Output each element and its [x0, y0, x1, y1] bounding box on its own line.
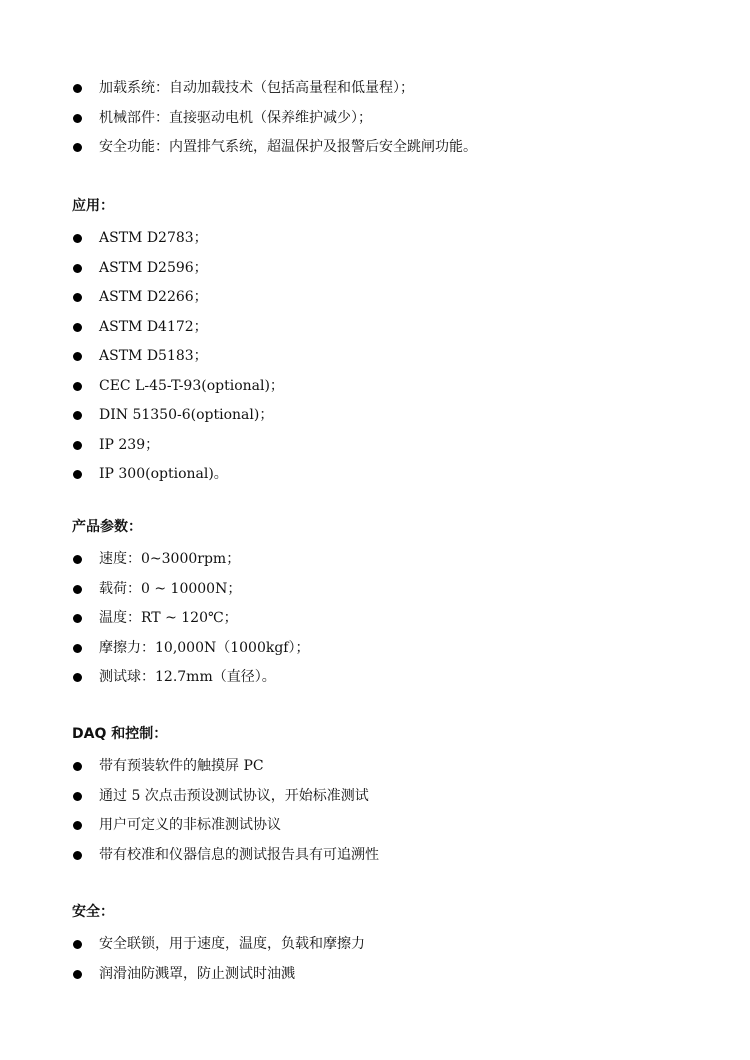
list-item: [72, 104, 690, 134]
bullet-icon: [73, 382, 82, 391]
bullet-icon: [73, 114, 82, 123]
applications-list: [72, 224, 690, 490]
list-item: [72, 545, 690, 575]
list-item: [72, 782, 690, 812]
safety-list: [72, 930, 690, 989]
bullet-icon: [73, 470, 82, 479]
list-item: [72, 372, 690, 402]
list-item-text: 安全联锁，用于速度，温度，负载和摩擦力: [99, 936, 365, 952]
list-item: [72, 313, 690, 343]
features-list: [72, 74, 690, 163]
list-item-text: 机械部件：直接驱动电机（保养维护减少）；: [99, 109, 372, 126]
list-item-text: 安全功能：内置排气系统，超温保护及报警后安全跳闸功能。: [99, 139, 477, 155]
bullet-icon: [73, 762, 82, 771]
list-item: [72, 431, 690, 461]
list-item-text: 速度：0~3000rpm；: [99, 551, 241, 567]
list-item-text: DIN 51350-6(optional)；: [99, 407, 274, 423]
bullet-icon: [73, 555, 82, 564]
list-item: [72, 133, 690, 163]
list-item: [72, 960, 690, 990]
safety-section: [72, 900, 690, 989]
bullet-icon: [73, 264, 82, 273]
bullet-icon: [73, 614, 82, 623]
list-item-text: ASTM D4172；: [99, 318, 208, 335]
list-item-text: 摩擦力：10,000N（1000kgf）；: [99, 639, 310, 656]
list-item-text: 加载系统：自动加载技术（包括高量程和低量程）；: [99, 80, 414, 96]
bullet-icon: [73, 970, 82, 979]
list-item: [72, 224, 690, 254]
list-item: [72, 460, 690, 490]
list-item: [72, 663, 690, 693]
bullet-icon: [73, 323, 82, 332]
bullet-icon: [73, 585, 82, 594]
list-item: [72, 841, 690, 871]
list-item-text: 润滑油防溅罩，防止测试时油溅: [99, 965, 295, 982]
list-item: [72, 342, 690, 372]
list-item-text: 通过 5 次点击预设测试协议，开始标准测试: [99, 787, 369, 804]
daq-heading: DAQ 和控制：: [72, 726, 168, 742]
list-item-text: 温度：RT ~ 120℃；: [99, 610, 238, 626]
list-item: [72, 283, 690, 313]
bullet-icon: [73, 644, 82, 653]
bullet-icon: [73, 851, 82, 860]
bullet-icon: [73, 352, 82, 361]
bullet-icon: [73, 84, 82, 93]
list-item: [72, 254, 690, 284]
list-item: [72, 401, 690, 431]
list-item-text: ASTM D2596；: [99, 259, 208, 276]
list-item: [72, 930, 690, 960]
features-section: [72, 74, 690, 163]
list-item: [72, 752, 690, 782]
list-item-text: ASTM D5183；: [99, 348, 208, 364]
list-item: [72, 634, 690, 664]
safety-heading: 安全：: [72, 904, 114, 920]
bullet-icon: [73, 143, 82, 152]
list-item-text: ASTM D2783；: [99, 230, 208, 246]
daq-list: [72, 752, 690, 870]
bullet-icon: [73, 234, 82, 243]
applications-heading: 应用：: [72, 198, 114, 214]
bullet-icon: [73, 441, 82, 450]
bullet-icon: [73, 673, 82, 682]
daq-section: [72, 722, 690, 870]
list-item-text: 带有校准和仪器信息的测试报告具有可追溯性: [99, 846, 379, 863]
list-item-text: 用户可定义的非标准测试协议: [99, 817, 281, 833]
list-item: [72, 811, 690, 841]
list-item: [72, 604, 690, 634]
bullet-icon: [73, 940, 82, 949]
bullet-icon: [73, 411, 82, 420]
list-item: [72, 74, 690, 104]
list-item-text: IP 300(optional)。: [99, 466, 228, 482]
bullet-icon: [73, 821, 82, 830]
bullet-icon: [73, 293, 82, 302]
list-item: [72, 575, 690, 605]
bullet-icon: [73, 792, 82, 801]
list-item-text: IP 239；: [99, 436, 160, 453]
list-item-text: 载荷：0 ~ 10000N；: [99, 580, 242, 597]
list-item-text: 带有预装软件的触摸屏 PC: [99, 758, 264, 774]
parameters-heading: 产品参数：: [72, 519, 142, 535]
parameters-section: [72, 515, 690, 693]
list-item-text: CEC L-45-T-93(optional)；: [99, 377, 284, 394]
list-item-text: ASTM D2266；: [99, 289, 208, 305]
list-item-text: 测试球：12.7mm（直径）。: [99, 669, 276, 685]
parameters-list: [72, 545, 690, 693]
applications-section: [72, 194, 690, 490]
